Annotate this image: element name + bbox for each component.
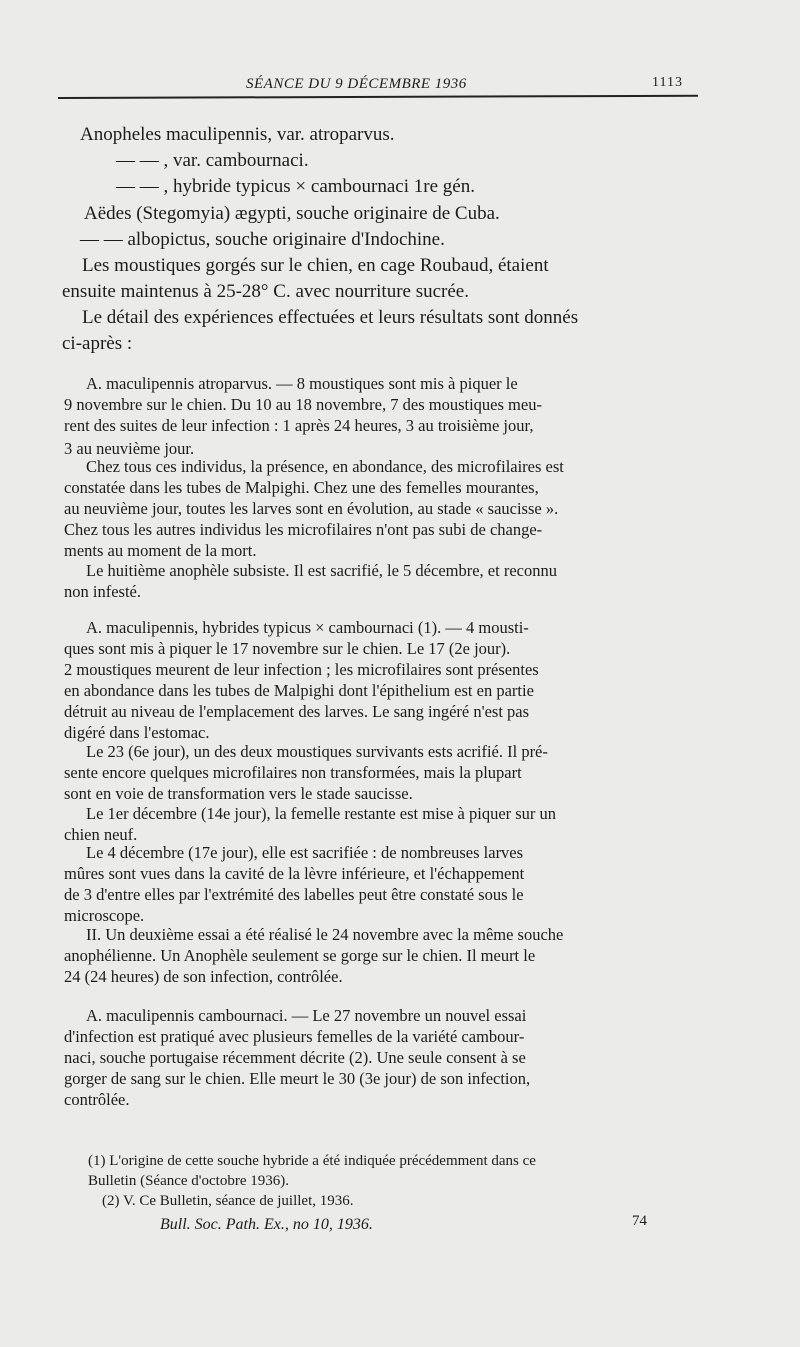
section-cambournaci-line: contrôlée. xyxy=(64,1090,130,1109)
footnote-line: (2) V. Ce Bulletin, séance de juillet, 1936. xyxy=(102,1193,354,1209)
section-hybrid-line: A. maculipennis, hybrides typicus × cambournaci (1). — 4 mousti- xyxy=(86,618,529,637)
section-hybrid-line: Le 4 décembre (17e jour), elle est sacrifiée : de nombreuses larves xyxy=(86,843,524,862)
section-atroparvus-line: Le huitième anophèle subsiste. Il est sacrifié, le 5 décembre, et reconnu xyxy=(86,561,557,580)
section-hybrid-line: en abondance dans les tubes de Malpighi dont l'épithelium est en partie xyxy=(64,681,534,700)
species-line: — — , var. cambournaci. xyxy=(116,150,309,171)
section-hybrid-line: digéré dans l'estomac. xyxy=(64,723,210,742)
section-atroparvus-line: A. maculipennis atroparvus. — 8 moustiques sont mis à piquer le xyxy=(86,374,518,393)
section-hybrid-line: mûres sont vues dans la cavité de la lèvre inférieure, et l'échappement xyxy=(64,864,525,883)
footnote-line: (1) L'origine de cette souche hybride a été indiquée précédemment dans ce xyxy=(88,1153,536,1169)
intro-line: ensuite maintenus à 25-28° C. avec nourriture sucrée. xyxy=(62,281,469,302)
section-hybrid-line: détruit au niveau de l'emplacement des larves. Le sang ingéré n'est pas xyxy=(64,702,530,721)
intro-line: ci-après : xyxy=(62,333,133,354)
section-hybrid-line: de 3 d'entre elles par l'extrémité des labelles peut être constaté sous le xyxy=(64,885,524,904)
species-line: Anopheles maculipennis, var. atroparvus. xyxy=(80,124,395,145)
section-hybrid-line: 24 (24 heures) de son infection, contrôlée. xyxy=(64,967,343,986)
section-atroparvus-line: au neuvième jour, toutes les larves sont en évolution, au stade « saucisse ». xyxy=(64,499,559,518)
section-atroparvus-line: ments au moment de la mort. xyxy=(64,541,257,560)
section-atroparvus-line: Chez tous ces individus, la présence, en abondance, des microfilaires est xyxy=(86,457,564,476)
intro-line: Le détail des expériences effectuées et leurs résultats sont donnés xyxy=(82,307,579,328)
section-cambournaci-line: naci, souche portugaise récemment décrite (2). Une seule consent à se xyxy=(64,1048,526,1067)
section-atroparvus-line: 3 au neuvième jour. xyxy=(64,439,195,458)
section-cambournaci-line: gorger de sang sur le chien. Elle meurt le 30 (3e jour) de son infection, xyxy=(64,1069,531,1088)
section-hybrid-line: Le 23 (6e jour), un des deux moustiques survivants ests acrifié. Il pré- xyxy=(86,742,548,761)
section-cambournaci-line: d'infection est pratiqué avec plusieurs femelles de la variété cambour- xyxy=(64,1027,525,1046)
species-line: Aëdes (Stegomyia) ægypti, souche originaire de Cuba. xyxy=(84,203,500,224)
sheet-number: 74 xyxy=(632,1213,647,1229)
section-hybrid-line: ques sont mis à piquer le 17 novembre sur le chien. Le 17 (2e jour). xyxy=(64,639,511,658)
species-line: — — albopictus, souche originaire d'Indochine. xyxy=(80,229,445,250)
section-hybrid-line: sente encore quelques microfilaires non transformées, mais la plupart xyxy=(64,763,522,782)
section-cambournaci-line: A. maculipennis cambournaci. — Le 27 novembre un nouvel essai xyxy=(86,1006,527,1025)
intro-line: Les moustiques gorgés sur le chien, en cage Roubaud, étaient xyxy=(82,255,549,276)
section-atroparvus-line: rent des suites de leur infection : 1 après 24 heures, 3 au troisième jour, xyxy=(64,416,534,435)
section-atroparvus-line: constatée dans les tubes de Malpighi. Chez une des femelles mourantes, xyxy=(64,478,539,497)
section-hybrid-line: 2 moustiques meurent de leur infection ; les microfilaires sont présentes xyxy=(64,660,539,679)
section-hybrid-line: chien neuf. xyxy=(64,825,138,844)
section-hybrid-line: sont en voie de transformation vers le stade saucisse. xyxy=(64,784,413,803)
section-hybrid-line: microscope. xyxy=(64,906,145,925)
section-hybrid-line: II. Un deuxième essai a été réalisé le 24 novembre avec la même souche xyxy=(86,925,564,944)
running-head: SÉANCE DU 9 DÉCEMBRE 1936 xyxy=(246,76,467,92)
journal-signature: Bull. Soc. Path. Ex., no 10, 1936. xyxy=(160,1216,373,1233)
section-hybrid-line: Le 1er décembre (14e jour), la femelle restante est mise à piquer sur un xyxy=(86,804,557,823)
section-atroparvus-line: 9 novembre sur le chien. Du 10 au 18 novembre, 7 des moustiques meu- xyxy=(64,395,542,414)
species-line: — — , hybride typicus × cambournaci 1re gén. xyxy=(116,176,475,197)
section-atroparvus-line: non infesté. xyxy=(64,582,141,601)
section-hybrid-line: anophélienne. Un Anophèle seulement se gorge sur le chien. Il meurt le xyxy=(64,946,536,965)
section-atroparvus-line: Chez tous les autres individus les microfilaires n'ont pas subi de change- xyxy=(64,520,543,539)
page-number: 1113 xyxy=(652,75,683,90)
footnote-line: Bulletin (Séance d'octobre 1936). xyxy=(88,1173,289,1189)
